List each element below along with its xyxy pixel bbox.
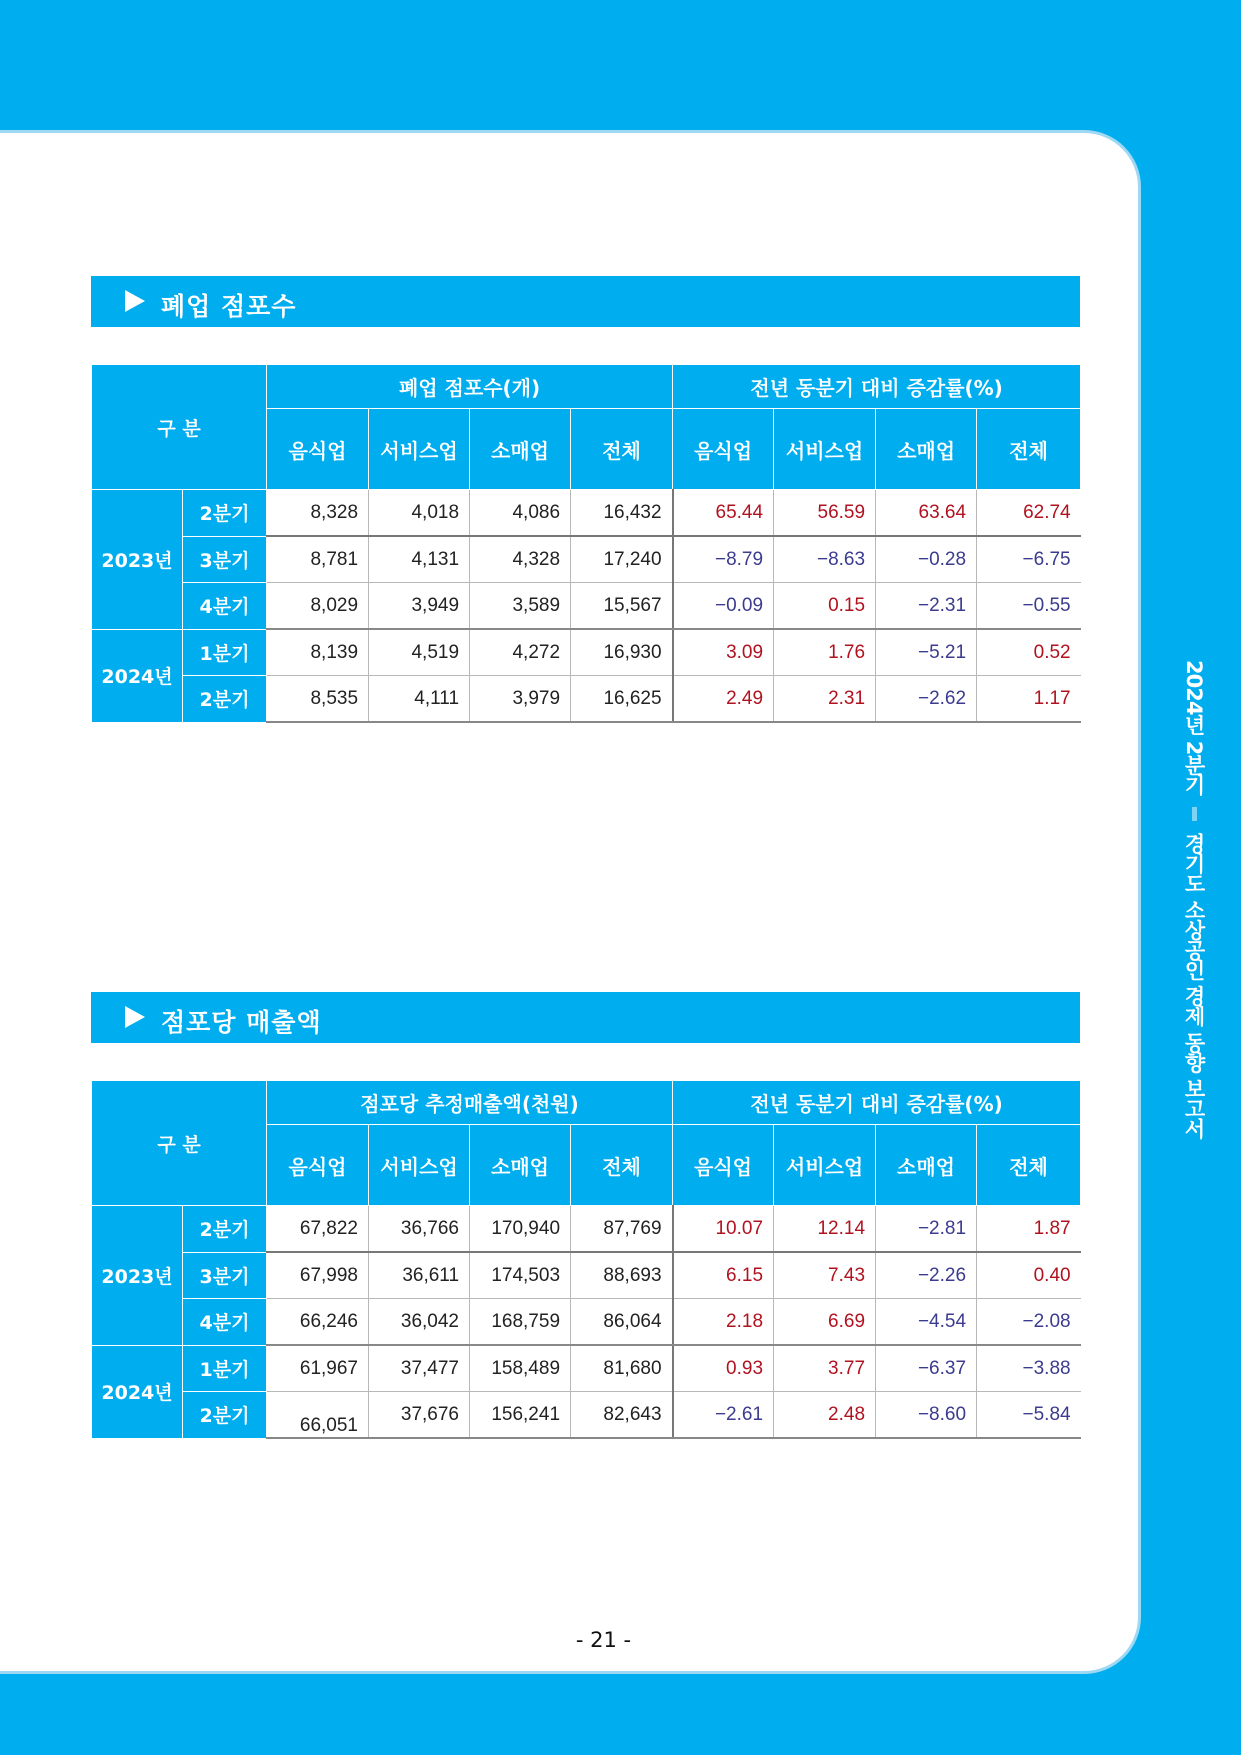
table-cell: 8,781 (267, 536, 369, 583)
table-cell: 63.64 (876, 490, 977, 537)
column-header: 음식업 (267, 1125, 369, 1206)
table-cell: 1.17 (977, 676, 1081, 723)
column-header: 서비스업 (774, 409, 876, 490)
table-cell: 174,503 (470, 1252, 571, 1299)
quarter-cell: 2분기 (183, 676, 267, 723)
quarter-cell: 4분기 (183, 1299, 267, 1346)
year-cell: 2024년 (92, 1345, 183, 1438)
table-cell: 17,240 (571, 536, 673, 583)
column-header: 전체 (571, 1125, 673, 1206)
table-row (92, 1252, 1081, 1299)
table-cell: 2.49 (673, 676, 774, 723)
row-header: 구 분 (92, 1081, 267, 1206)
column-header: 음식업 (267, 409, 369, 490)
table-cell: −0.09 (673, 583, 774, 630)
page-number: - 21 - (575, 1628, 632, 1652)
table-cell: −5.21 (876, 629, 977, 676)
table-row (92, 583, 1081, 630)
table-cell: 88,693 (571, 1252, 673, 1299)
closures-table (91, 364, 1081, 723)
quarter-cell: 1분기 (183, 629, 267, 676)
table-cell: −8.60 (876, 1392, 977, 1439)
column-header: 전체 (977, 409, 1081, 490)
table-cell: 87,769 (571, 1206, 673, 1253)
row-header: 구 분 (92, 365, 267, 490)
section-header-closures (91, 276, 1080, 327)
column-header: 서비스업 (774, 1125, 876, 1206)
table-cell: 8,139 (267, 629, 369, 676)
table-cell: 6.15 (673, 1252, 774, 1299)
sales-per-store-table (91, 1080, 1081, 1439)
table-cell: 7.43 (774, 1252, 876, 1299)
table-row (92, 629, 1081, 676)
table-cell: 4,018 (369, 490, 470, 537)
table-cell: −0.55 (977, 583, 1081, 630)
table-cell: 16,930 (571, 629, 673, 676)
table-cell: 67,998 (267, 1252, 369, 1299)
quarter-cell: 2분기 (183, 1392, 267, 1439)
table-cell: 4,272 (470, 629, 571, 676)
triangle-bullet-icon (125, 290, 145, 312)
table-cell: 16,625 (571, 676, 673, 723)
table-cell: 8,328 (267, 490, 369, 537)
column-group-header: 점포당 추정매출액(천원) (267, 1081, 673, 1125)
table-row (92, 1206, 1081, 1253)
column-header: 소매업 (876, 1125, 977, 1206)
column-header: 소매업 (876, 409, 977, 490)
quarter-cell: 2분기 (183, 1206, 267, 1253)
table-cell: 3,979 (470, 676, 571, 723)
table-cell: −8.79 (673, 536, 774, 583)
column-group-header: 전년 동분기 대비 증감률(%) (673, 365, 1081, 409)
table-row (92, 676, 1081, 723)
table-cell: 4,131 (369, 536, 470, 583)
table-cell: 170,940 (470, 1206, 571, 1253)
year-cell: 2023년 (92, 1206, 183, 1346)
table-cell: 37,676 (369, 1392, 470, 1439)
table-cell: 4,519 (369, 629, 470, 676)
section-header-sales (91, 992, 1080, 1043)
table-cell: 67,822 (267, 1206, 369, 1253)
table-cell: 4,328 (470, 536, 571, 583)
triangle-bullet-icon (125, 1006, 145, 1028)
table-cell: −2.26 (876, 1252, 977, 1299)
table-cell: 36,611 (369, 1252, 470, 1299)
table-cell: 0.93 (673, 1345, 774, 1392)
table-cell: −2.61 (673, 1392, 774, 1439)
table-cell: 81,680 (571, 1345, 673, 1392)
table-cell: 3,949 (369, 583, 470, 630)
column-header: 소매업 (470, 1125, 571, 1206)
table-cell: 66,246 (267, 1299, 369, 1346)
table-cell: 158,489 (470, 1345, 571, 1392)
column-header: 전체 (977, 1125, 1081, 1206)
table-cell: 82,643 (571, 1392, 673, 1439)
quarter-cell: 3분기 (183, 1252, 267, 1299)
table-cell: 156,241 (470, 1392, 571, 1439)
quarter-cell: 2분기 (183, 490, 267, 537)
table-cell: 3.77 (774, 1345, 876, 1392)
table-cell: 6.69 (774, 1299, 876, 1346)
side-title-period: 2024년 2분기 (1182, 660, 1206, 795)
table-cell: 3,589 (470, 583, 571, 630)
table-cell: 62.74 (977, 490, 1081, 537)
column-header: 음식업 (673, 1125, 774, 1206)
table-row (92, 1345, 1081, 1392)
column-header: 음식업 (673, 409, 774, 490)
side-title-divider (1192, 807, 1197, 821)
table-cell: 168,759 (470, 1299, 571, 1346)
column-header: 소매업 (470, 409, 571, 490)
table-row (92, 536, 1081, 583)
column-group-header: 전년 동분기 대비 증감률(%) (673, 1081, 1081, 1125)
year-cell: 2023년 (92, 490, 183, 630)
quarter-cell: 4분기 (183, 583, 267, 630)
table-cell: 8,535 (267, 676, 369, 723)
section-title: 폐업 점포수 (161, 292, 297, 321)
column-header: 전체 (571, 409, 673, 490)
table-cell: 0.52 (977, 629, 1081, 676)
table-cell: −4.54 (876, 1299, 977, 1346)
table-cell: 61,967 (267, 1345, 369, 1392)
table-cell: −6.37 (876, 1345, 977, 1392)
table-cell: 2.48 (774, 1392, 876, 1439)
year-cell: 2024년 (92, 629, 183, 722)
table-cell: 0.40 (977, 1252, 1081, 1299)
table-cell: 36,042 (369, 1299, 470, 1346)
table-cell: 15,567 (571, 583, 673, 630)
table-cell: 16,432 (571, 490, 673, 537)
table-cell: 86,064 (571, 1299, 673, 1346)
column-header: 서비스업 (369, 1125, 470, 1206)
side-title-name: 경기도 소상공인 경제 동향 보고서 (1182, 833, 1206, 1139)
table-cell: 0.15 (774, 583, 876, 630)
side-report-title (1161, 660, 1209, 1139)
table-cell: 1.76 (774, 629, 876, 676)
table-cell: 66,051 (267, 1392, 369, 1439)
column-header: 서비스업 (369, 409, 470, 490)
table-row (92, 1392, 1081, 1439)
section-title: 점포당 매출액 (161, 1008, 322, 1037)
table-cell: −2.81 (876, 1206, 977, 1253)
table-row (92, 1299, 1081, 1346)
quarter-cell: 3분기 (183, 536, 267, 583)
table-cell: 1.87 (977, 1206, 1081, 1253)
column-group-header: 폐업 점포수(개) (267, 365, 673, 409)
table-cell: 10.07 (673, 1206, 774, 1253)
table-cell: 36,766 (369, 1206, 470, 1253)
table-cell: 4,111 (369, 676, 470, 723)
table-cell: −2.62 (876, 676, 977, 723)
table-cell: 2.18 (673, 1299, 774, 1346)
table-cell: 3.09 (673, 629, 774, 676)
table-row (92, 490, 1081, 537)
table-cell: 56.59 (774, 490, 876, 537)
table-cell: 12.14 (774, 1206, 876, 1253)
table-cell: −6.75 (977, 536, 1081, 583)
table-cell: 4,086 (470, 490, 571, 537)
table-cell: −2.08 (977, 1299, 1081, 1346)
table-cell: 2.31 (774, 676, 876, 723)
table-cell: −8.63 (774, 536, 876, 583)
table-cell: −5.84 (977, 1392, 1081, 1439)
table-cell: 65.44 (673, 490, 774, 537)
table-cell: 8,029 (267, 583, 369, 630)
table-cell: −3.88 (977, 1345, 1081, 1392)
quarter-cell: 1분기 (183, 1345, 267, 1392)
table-cell: −2.31 (876, 583, 977, 630)
table-cell: −0.28 (876, 536, 977, 583)
table-cell: 37,477 (369, 1345, 470, 1392)
